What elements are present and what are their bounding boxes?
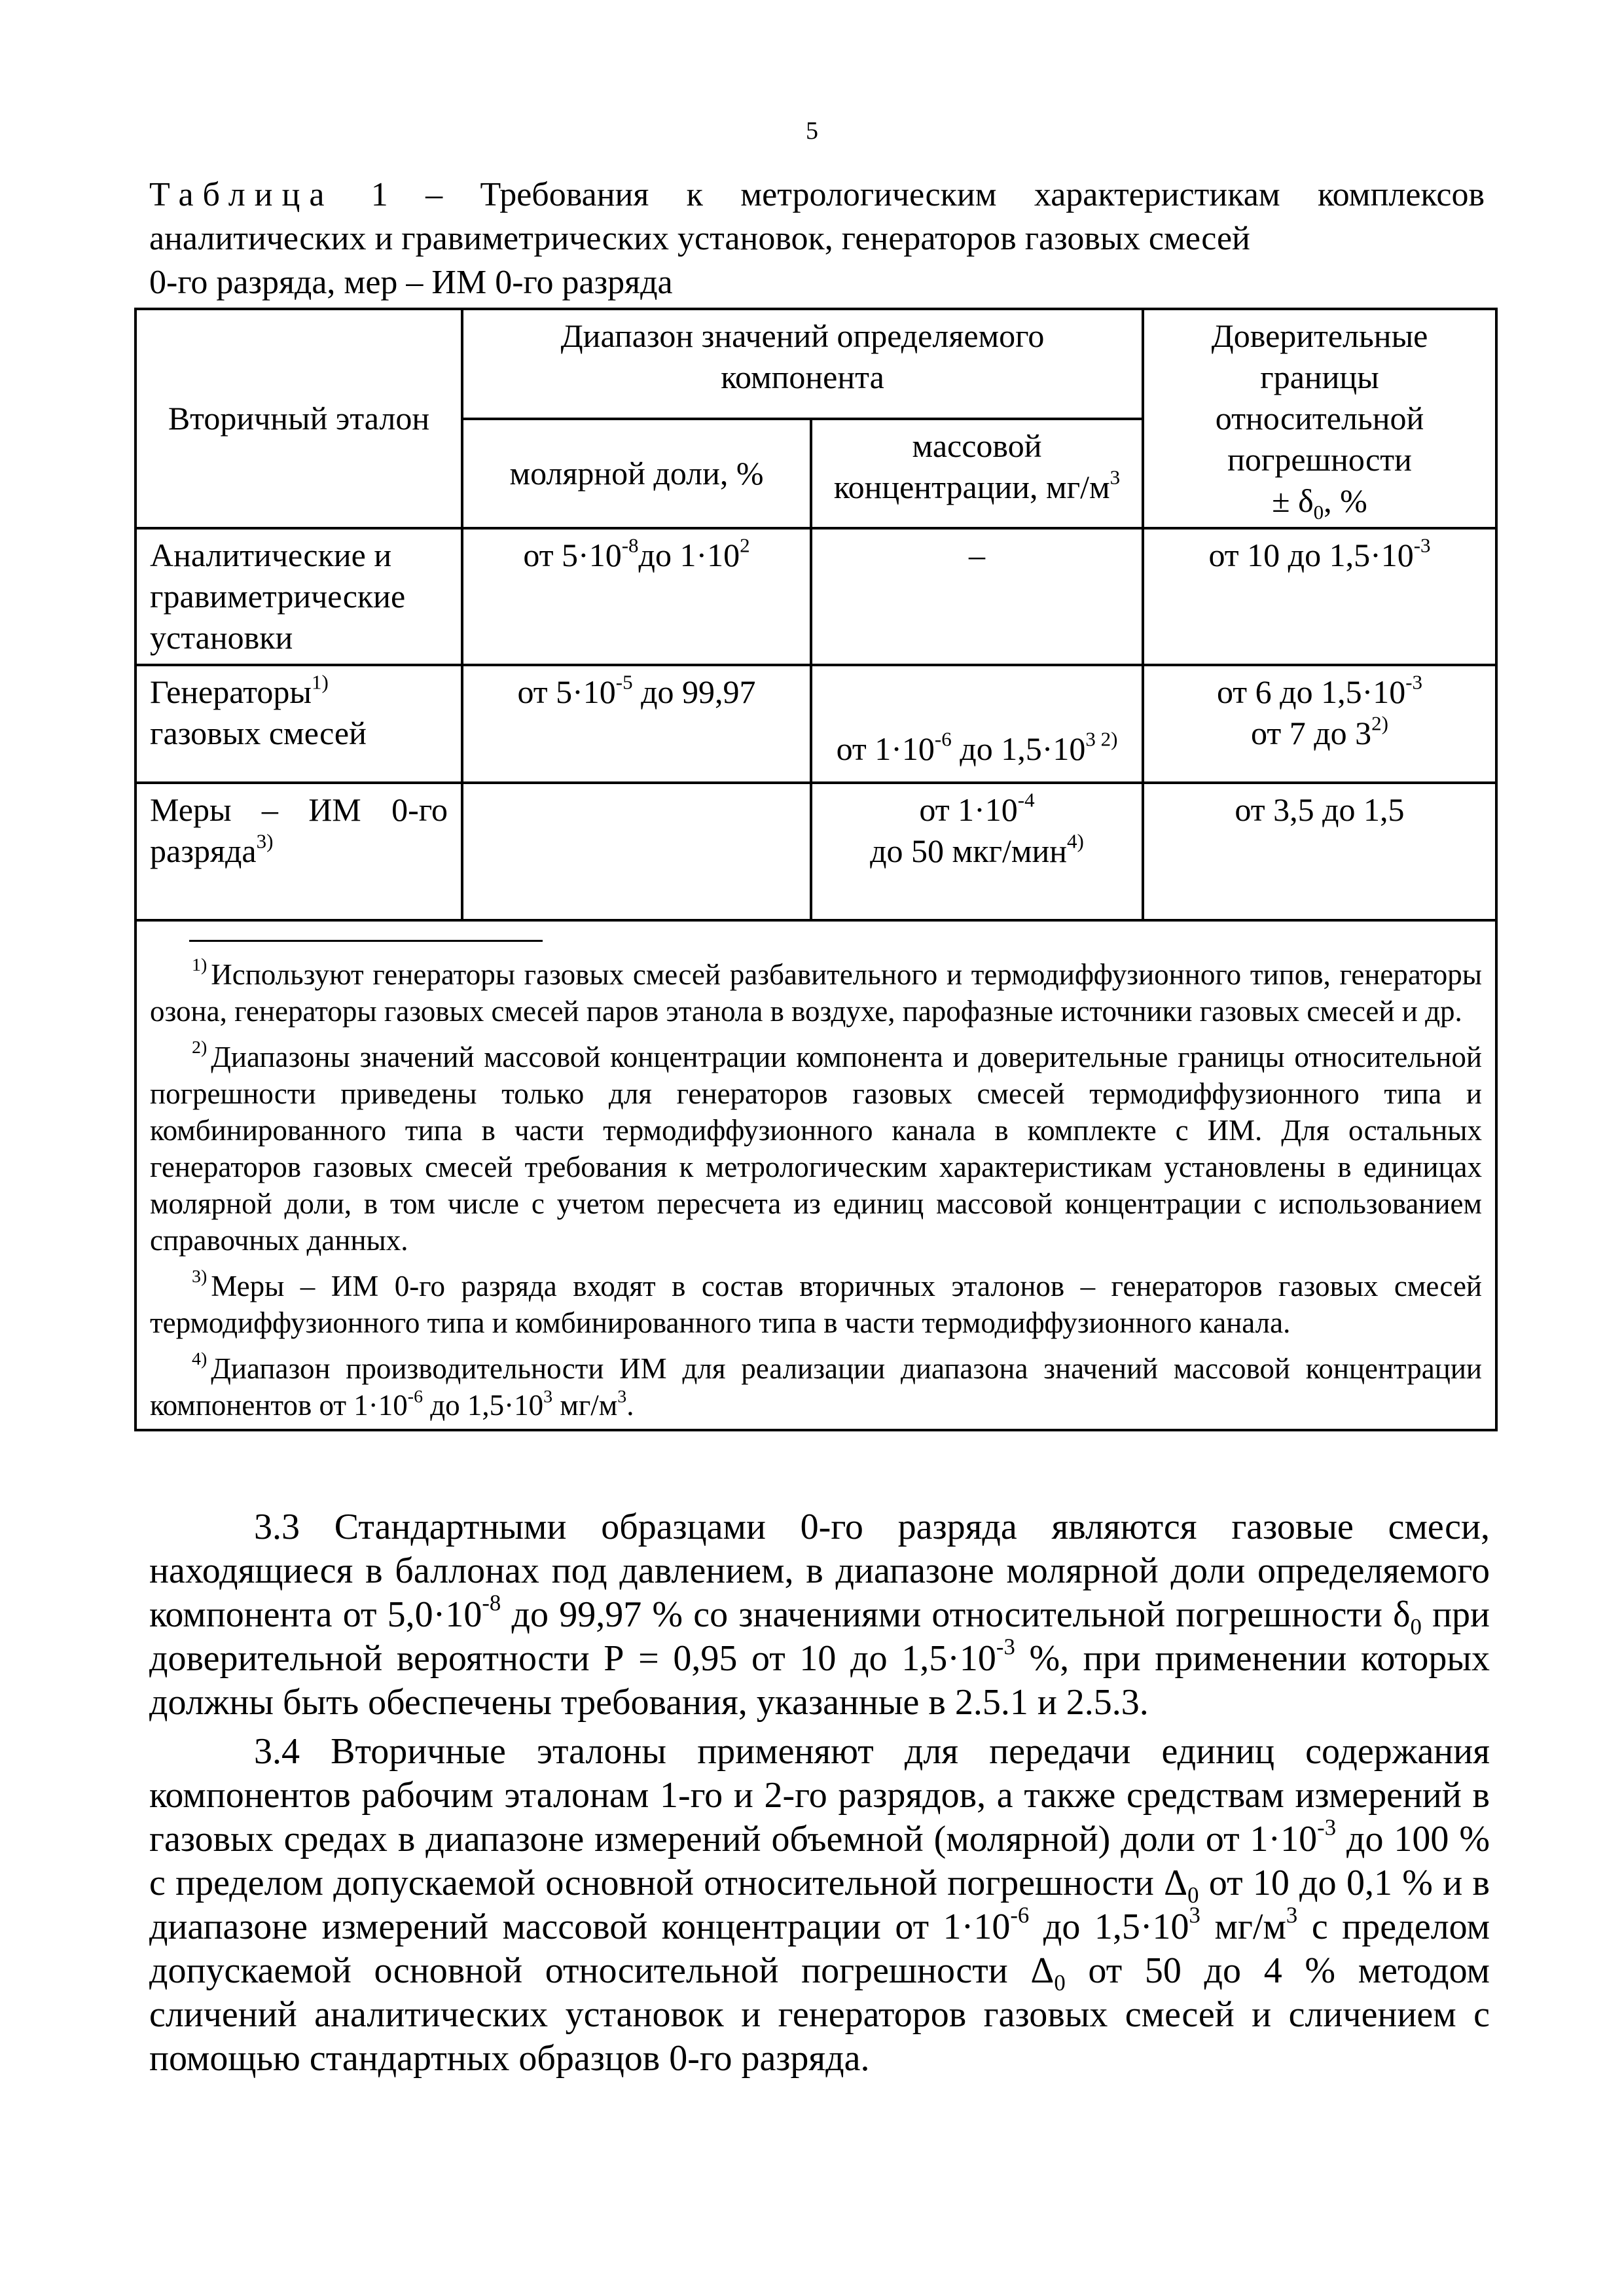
row-molar: от $5\cdot 10^{-8}до$ $1\cdot 10^2$ [462,528,811,665]
caption-line-2: аналитических и гравиметрических установок, генераторов газовых смесей [149,220,1250,257]
footnote-4: $^{4)}$ Диапазон производительности ИМ для реализации диапазона значений массовой концентрации компонентов от $1\cdot 10^{-6}$ до $1,5\cdot 10^3$ $мг/м^3$. [150,1348,1482,1422]
caption-line-3: 0-го разряда, мер – ИМ 0-го разряда [149,264,673,301]
table-row [135,665,1496,783]
footnote-2: $^{2)}$ Диапазоны значений массовой концентрации компонента и доверительные границы относительной погрешности приведены только для генераторов газовых смесей термодиффузионного типа и комбинированного типа в части термодиффузионного канала в комплекте с ИМ. Для остальных генераторов газовых смесей требования к метрологическим характеристикам установлены в единицах молярной доли, в том числе с учетом пересчета из единиц массовой концентрации с использованием справочных данных. [150,1037,1482,1257]
header-range-group: Диапазон значений определяемого компонента [462,309,1143,419]
paragraph-3-4: 3.4 Вторичные эталоны применяют для передачи единиц содержания компонентов рабочим эталонам 1-го и 2-го разрядов, а также средствам измерений в газовых средах в диапазоне измерений объемной (молярной) доли от $1\cdot 10^{-3}$ до 100 % с пределом допускаемой основной относительной погрешности $\Delta_0$ от 10 до 0,1 % и в диапазоне измерений массовой концентрации от $1\cdot 10^{-6}$ до $1,5\cdot 10^3$ $мг/м^3$ с пределом допускаемой основной относительной погрешности $\Delta_0$ от 50 до 4 % методом сличений аналитических установок и генераторов газовых смесей и сличением с помощью стандартных образцов 0-го разряда. [149,1731,1490,2079]
conf-line: погрешности [1227,441,1412,478]
caption-number: 1 [370,176,388,213]
footnote-separator [189,940,543,942]
table-caption [149,173,1485,304]
row-confidence: от 6 до $1,5\cdot 10^{-3}$ от 7 до 3$^{2)}$ [1143,665,1496,783]
header-secondary-standard: Вторичный эталон [135,309,462,528]
paragraph-3-3: 3.3 Стандартными образцами 0-го разряда являются газовые смеси, находящиеся в баллонах под давлением, в диапазоне молярной доли определяемого компонента от $5,0\cdot 10^{-8}$ до 99,97 % со значениями относительной погрешности $\delta_0$ при доверительной вероятности Р = 0,95 от 10 до $1,5\cdot 10^{-3}$ %, при применении которых должны быть обеспечены требования, указанные в 2.5.1 и 2.5.3. [149,1507,1490,1723]
header-mass-concentration: массовой концентрации, $мг/м^3$ [811,419,1143,529]
row-name: Генераторы$^{1)}$ газовых смесей [135,665,462,783]
row-confidence: от 10 до $1,5\cdot 10^{-3}$ [1143,528,1496,665]
row-mass: от $1\cdot 10^{-4}$ до 50 мкг/мин$^{4)}$ [811,783,1143,920]
requirements-table [134,308,1498,1431]
page-number: 5 [806,117,818,145]
conf-line: Доверительные [1211,317,1428,354]
footnote-1: $^{1)}$ Используют генераторы газовых смесей разбавительного и термодиффузионного типов, генераторы озона, генераторы газовых смесей паров этанола в воздухе, парофазные источники газовых смесей и др. [150,955,1482,1028]
row-name: Аналитические и гравиметрические установки [135,528,462,665]
conf-line: ± $\delta_0$, % [1272,482,1367,524]
body-text [149,1505,1490,2086]
caption-label: Таблица [149,176,334,213]
row-molar: от $5\cdot 10^{-5}$ до 99,97 [462,665,811,783]
table-row [135,528,1496,665]
conf-line: относительной [1215,400,1424,437]
conf-line: границы [1260,359,1379,395]
header-molar-fraction: молярной доли, % [462,419,811,529]
row-molar [462,783,811,920]
row-mass: от $1\cdot 10^{-6}$ до $1,5\cdot 10^{3 2)}$ [811,665,1143,783]
row-name: Меры – ИМ 0-го разряда$^{3)}$ [135,783,462,920]
table-header-row-1 [135,309,1496,419]
row-mass: – [811,528,1143,665]
table-row [135,783,1496,920]
caption-dash: – [425,176,443,213]
header-confidence-limits [1143,309,1496,528]
table-footnotes [135,920,1496,1430]
row-confidence: от 3,5 до 1,5 [1143,783,1496,920]
caption-text-1: Требования к метрологическим характеристикам комплексов [480,176,1485,213]
caption-line-1 [149,173,1485,217]
table-notes-row [135,920,1496,1430]
footnote-3: $^{3)}$ Меры – ИМ 0-го разряда входят в состав вторичных эталонов – генераторов газовых смесей термодиффузионного типа и комбинированного типа в части термодиффузионного канала. [150,1266,1482,1339]
